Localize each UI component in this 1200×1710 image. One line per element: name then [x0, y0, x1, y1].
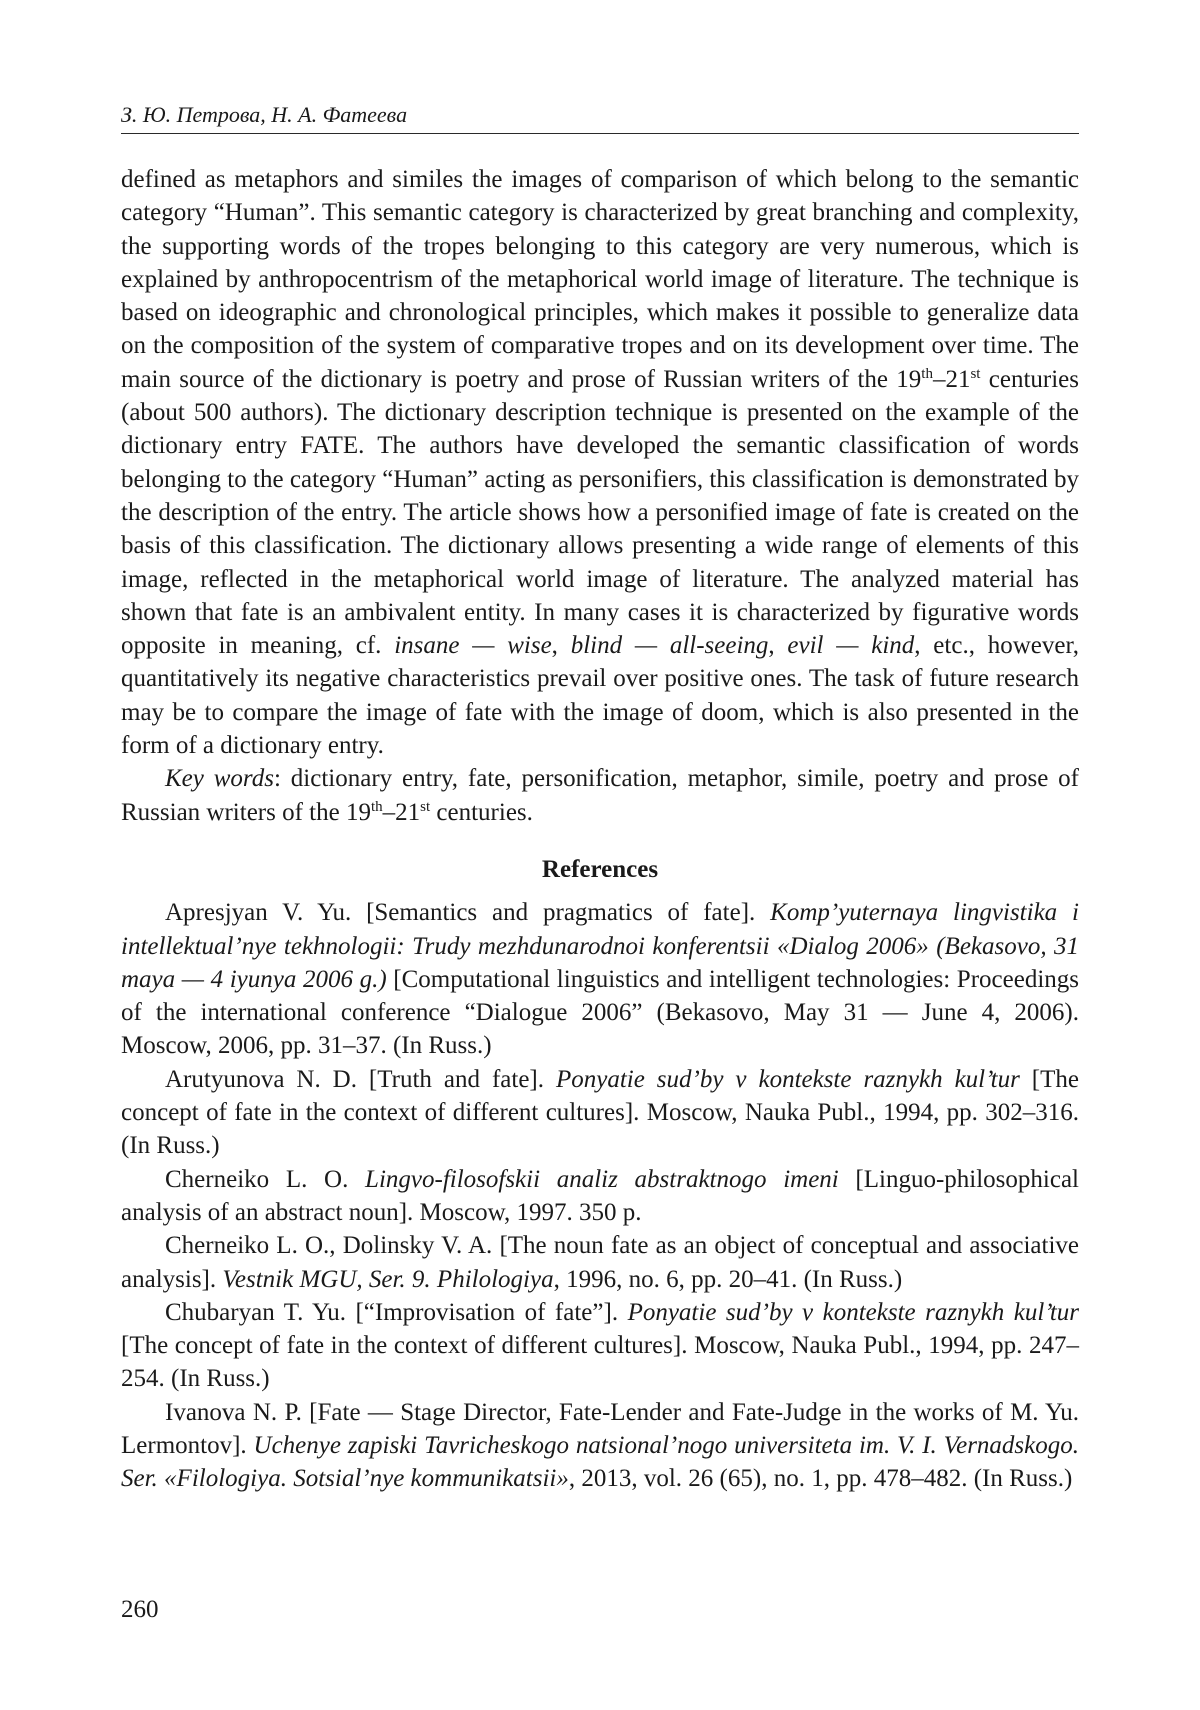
reference-details: [Linguo-philosophical analysis of an abstract noun]. Moscow, 1997. 350 p.: [121, 1165, 1079, 1226]
reference-item: [121, 1063, 1079, 1163]
reference-source: Ponyatie sud’by v kontekste raznykh kul’tur: [555, 1065, 1020, 1093]
reference-details: [The concept of fate in the context of different cultures]. Moscow, Nauka Publ., 1994, pp. 302–316. (In Russ.): [121, 1065, 1080, 1160]
reference-text: Ivanova N. P. [Fate — Stage Director, Fate-Lender and Fate-Judge in the works of M. Yu. Lermontov].: [121, 1398, 1079, 1459]
keywords-text-3: centuries.: [430, 798, 533, 826]
reference-item: [121, 1396, 1079, 1496]
reference-item: [121, 896, 1079, 1062]
reference-text: Chubaryan T. Yu. [“Improvisation of fate”].: [165, 1298, 628, 1326]
references-heading: References: [541, 855, 659, 883]
reference-item: [121, 1296, 1079, 1396]
page-number: 260: [121, 1596, 159, 1623]
italic-term: insane — wise: [394, 632, 552, 660]
reference-text: Cherneiko L. O.: [165, 1165, 366, 1193]
separator: ,: [768, 632, 788, 660]
reference-text: Apresjyan V. Yu. [Semantics and pragmatics of fate].: [165, 899, 771, 927]
reference-text: Arutyunova N. D. [Truth and fate].: [165, 1065, 556, 1093]
abstract-text-2: –21: [932, 365, 971, 393]
reference-source: Uchenye zapiski Tavricheskogo natsional’nogo universiteta im. V. I. Vernadskogo. Ser. «Filologiya. Sotsial’nye kommunikatsii»: [121, 1431, 1079, 1493]
italic-term: blind — all-seeing: [570, 632, 769, 660]
reference-details: [The concept of fate in the context of different cultures]. Moscow, Nauka Publ., 1994, pp. 247–254. (In Russ.): [121, 1332, 1079, 1393]
abstract-text-3: centuries (about 500 authors). The dictionary description technique is presented on the example of the dictionary entry FATE. The authors have developed the semantic classification of words belonging to the category “Human” acting as personifiers, this classification is demonstrated by the description of the entry. The article shows how a personified image of fate is created on the basis of this classification. The dictionary allows presenting a wide range of elements of this image, reflected in the metaphorical world image of literature. The analyzed material has shown that fate is an ambivalent entity. In many cases it is characterized by figurative words opposite in meaning, cf.: [121, 365, 1079, 660]
reference-text: Cherneiko L. O., Dolinsky V. A. [The noun fate as an object of conceptual and associative analysis].: [121, 1232, 1079, 1293]
reference-source: Lingvo-filosofskii analiz abstraktnogo imeni: [365, 1165, 839, 1193]
reference-details: , 2013, vol. 26 (65), no. 1, pp. 478–482. (In Russ.): [568, 1465, 1073, 1493]
superscript: th: [921, 365, 933, 382]
keywords-paragraph: [121, 762, 1079, 829]
keywords-label: Key words: [165, 765, 274, 793]
abstract-text-1: defined as metaphors and similes the images of comparison of which belong to the semantic category “Human”. This semantic category is characterized by great branching and complexity, the supporting words of the tropes belonging to this category are very numerous, which is explained by anthropocentrism of the metaphorical world image of literature. The technique is based on ideographic and chronological principles, which makes it possible to generalize data on the composition of the system of comparative tropes and on its development over time. The main source of the dictionary is poetry and prose of Russian writers of the 19: [121, 166, 1079, 393]
superscript: st: [970, 365, 981, 382]
keywords-text-2: –21: [382, 798, 421, 826]
separator: ,: [551, 632, 571, 660]
superscript: th: [370, 798, 383, 815]
reference-details: , 1996, no. 6, pp. 20–41. (In Russ.): [553, 1265, 903, 1293]
keywords-text-1: : dictionary entry, fate, personification, metaphor, simile, poetry and prose of Russian writers of the 19: [121, 765, 1079, 826]
abstract-paragraph: [121, 163, 1079, 762]
reference-item: [121, 1229, 1079, 1296]
reference-item: [121, 1163, 1079, 1230]
running-head-authors: З. Ю. Петрова, Н. А. Фатеева: [121, 100, 1079, 134]
italic-term: evil — kind: [787, 632, 915, 660]
main-content: [121, 163, 1079, 1496]
reference-details: [Computational linguistics and intelligent technologies: Proceedings of the international conference “Dialogue 2006” (Bekasovo, May 31 — June 4, 2006). Moscow, 2006, pp. 31–37. (In Russ.): [121, 965, 1079, 1060]
reference-source: Ponyatie sud’by v kontekste raznykh kul’tur: [627, 1298, 1080, 1326]
superscript: st: [420, 798, 431, 815]
reference-source: Vestnik MGU, Ser. 9. Philologiya: [222, 1265, 554, 1293]
reference-source: Komp’yuternaya lingvistika i intellektual’nye tekhnologii: Trudy mezhdunarodnoi konferentsii «Dialog 2006» (Bekasovo, 31 maya — 4 iyunya 2006 g.): [121, 899, 1079, 993]
abstract-text-4: , etc., however, quantitatively its negative characteristics prevail over positive ones. The task of future research may be to compare the image of fate with the image of doom, which is also presented in the form of a dictionary entry.: [121, 632, 1080, 760]
